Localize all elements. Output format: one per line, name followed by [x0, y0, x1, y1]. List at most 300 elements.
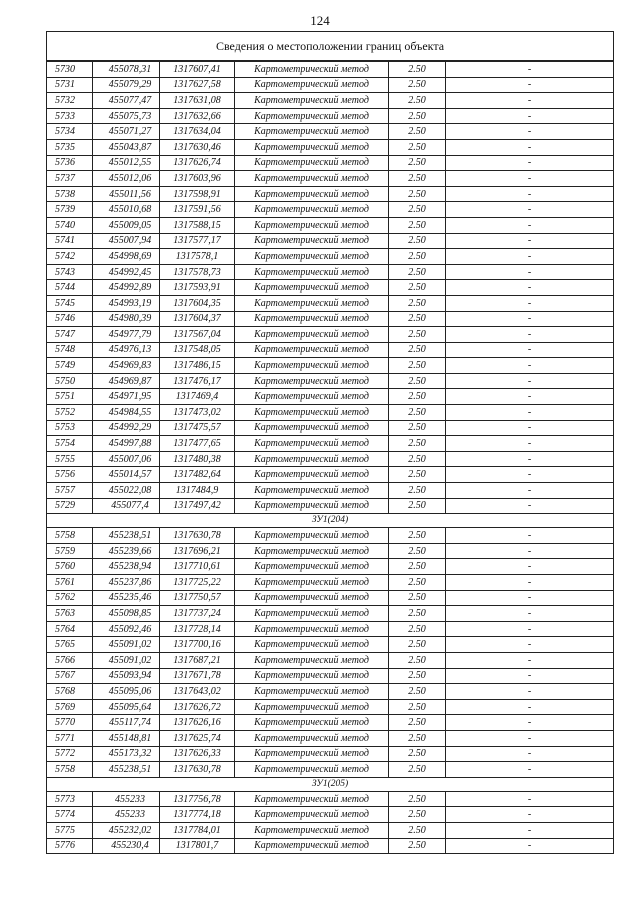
description-cell: -: [446, 295, 614, 311]
description-cell: -: [446, 202, 614, 218]
section-header-row: [47, 777, 614, 791]
method-cell: Картометрический метод: [235, 807, 389, 823]
point-number-cell: 5731: [47, 77, 93, 93]
description-cell: -: [446, 575, 614, 591]
description-cell: -: [446, 249, 614, 265]
x-coordinate-cell: 455091,02: [93, 637, 160, 653]
method-cell: Картометрический метод: [235, 171, 389, 187]
description-cell: -: [446, 61, 614, 77]
accuracy-cell: 2.50: [389, 637, 446, 653]
point-number-cell: 5765: [47, 637, 93, 653]
description-cell: -: [446, 358, 614, 374]
point-number-cell: 5750: [47, 373, 93, 389]
method-cell: Картометрический метод: [235, 233, 389, 249]
point-number-cell: 5760: [47, 559, 93, 575]
y-coordinate-cell: 1317801,7: [160, 838, 235, 854]
x-coordinate-cell: 455232,02: [93, 822, 160, 838]
table-row: [47, 139, 614, 155]
description-cell: -: [446, 822, 614, 838]
table-row: [47, 217, 614, 233]
description-cell: -: [446, 621, 614, 637]
x-coordinate-cell: 455237,86: [93, 575, 160, 591]
method-cell: Картометрический метод: [235, 746, 389, 762]
table-row: [47, 264, 614, 280]
method-cell: Картометрический метод: [235, 791, 389, 807]
description-cell: -: [446, 451, 614, 467]
description-cell: -: [446, 93, 614, 109]
x-coordinate-cell: 455092,46: [93, 621, 160, 637]
x-coordinate-cell: 454998,69: [93, 249, 160, 265]
point-number-cell: 5775: [47, 822, 93, 838]
table-row: [47, 77, 614, 93]
method-cell: Картометрический метод: [235, 606, 389, 622]
x-coordinate-cell: 455007,94: [93, 233, 160, 249]
table-row: [47, 606, 614, 622]
accuracy-cell: 2.50: [389, 621, 446, 637]
description-cell: -: [446, 436, 614, 452]
accuracy-cell: 2.50: [389, 124, 446, 140]
method-cell: Картометрический метод: [235, 668, 389, 684]
y-coordinate-cell: 1317475,57: [160, 420, 235, 436]
accuracy-cell: 2.50: [389, 838, 446, 854]
method-cell: Картометрический метод: [235, 762, 389, 778]
y-coordinate-cell: 1317603,96: [160, 171, 235, 187]
table-row: [47, 93, 614, 109]
method-cell: Картометрический метод: [235, 124, 389, 140]
x-coordinate-cell: 455095,06: [93, 684, 160, 700]
table-row: [47, 730, 614, 746]
method-cell: Картометрический метод: [235, 652, 389, 668]
x-coordinate-cell: 455011,56: [93, 186, 160, 202]
accuracy-cell: 2.50: [389, 420, 446, 436]
table-row: [47, 668, 614, 684]
x-coordinate-cell: 454977,79: [93, 327, 160, 343]
table-row: [47, 451, 614, 467]
method-cell: Картометрический метод: [235, 186, 389, 202]
y-coordinate-cell: 1317671,78: [160, 668, 235, 684]
point-number-cell: 5758: [47, 762, 93, 778]
method-cell: Картометрический метод: [235, 327, 389, 343]
description-cell: -: [446, 373, 614, 389]
y-coordinate-cell: 1317626,16: [160, 715, 235, 731]
y-coordinate-cell: 1317480,38: [160, 451, 235, 467]
accuracy-cell: 2.50: [389, 528, 446, 544]
x-coordinate-cell: 454992,89: [93, 280, 160, 296]
method-cell: Картометрический метод: [235, 420, 389, 436]
point-number-cell: 5732: [47, 93, 93, 109]
method-cell: Картометрический метод: [235, 451, 389, 467]
accuracy-cell: 2.50: [389, 202, 446, 218]
x-coordinate-cell: 454984,55: [93, 405, 160, 421]
y-coordinate-cell: 1317634,04: [160, 124, 235, 140]
table-row: [47, 280, 614, 296]
accuracy-cell: 2.50: [389, 498, 446, 514]
y-coordinate-cell: 1317627,58: [160, 77, 235, 93]
point-number-cell: 5766: [47, 652, 93, 668]
accuracy-cell: 2.50: [389, 684, 446, 700]
point-number-cell: 5752: [47, 405, 93, 421]
description-cell: -: [446, 483, 614, 499]
y-coordinate-cell: 1317756,78: [160, 791, 235, 807]
method-cell: Картометрический метод: [235, 389, 389, 405]
x-coordinate-cell: 454992,29: [93, 420, 160, 436]
x-coordinate-cell: 455233: [93, 807, 160, 823]
y-coordinate-cell: 1317700,16: [160, 637, 235, 653]
x-coordinate-cell: 454992,45: [93, 264, 160, 280]
point-number-cell: 5739: [47, 202, 93, 218]
x-coordinate-cell: 455043,87: [93, 139, 160, 155]
y-coordinate-cell: 1317477,65: [160, 436, 235, 452]
x-coordinate-cell: 455238,94: [93, 559, 160, 575]
method-cell: Картометрический метод: [235, 715, 389, 731]
y-coordinate-cell: 1317737,24: [160, 606, 235, 622]
point-number-cell: 5735: [47, 139, 93, 155]
accuracy-cell: 2.50: [389, 652, 446, 668]
accuracy-cell: 2.50: [389, 467, 446, 483]
method-cell: Картометрический метод: [235, 621, 389, 637]
x-coordinate-cell: 455007,06: [93, 451, 160, 467]
accuracy-cell: 2.50: [389, 264, 446, 280]
point-number-cell: 5729: [47, 498, 93, 514]
method-cell: Картометрический метод: [235, 139, 389, 155]
table-row: [47, 543, 614, 559]
accuracy-cell: 2.50: [389, 217, 446, 233]
table-row: [47, 838, 614, 854]
point-number-cell: 5757: [47, 483, 93, 499]
point-number-cell: 5768: [47, 684, 93, 700]
y-coordinate-cell: 1317728,14: [160, 621, 235, 637]
table-row: [47, 762, 614, 778]
table-row: [47, 436, 614, 452]
description-cell: -: [446, 171, 614, 187]
point-number-cell: 5734: [47, 124, 93, 140]
y-coordinate-cell: 1317632,66: [160, 108, 235, 124]
method-cell: Картометрический метод: [235, 559, 389, 575]
accuracy-cell: 2.50: [389, 311, 446, 327]
point-number-cell: 5738: [47, 186, 93, 202]
table-row: [47, 249, 614, 265]
table-row: [47, 186, 614, 202]
y-coordinate-cell: 1317630,78: [160, 762, 235, 778]
point-number-cell: 5751: [47, 389, 93, 405]
y-coordinate-cell: 1317607,41: [160, 61, 235, 77]
description-cell: -: [446, 838, 614, 854]
accuracy-cell: 2.50: [389, 249, 446, 265]
x-coordinate-cell: 455078,31: [93, 61, 160, 77]
y-coordinate-cell: 1317626,74: [160, 155, 235, 171]
method-cell: Картометрический метод: [235, 467, 389, 483]
description-cell: -: [446, 668, 614, 684]
method-cell: Картометрический метод: [235, 575, 389, 591]
y-coordinate-cell: 1317604,35: [160, 295, 235, 311]
description-cell: -: [446, 342, 614, 358]
x-coordinate-cell: 454976,13: [93, 342, 160, 358]
accuracy-cell: 2.50: [389, 575, 446, 591]
point-number-cell: 5755: [47, 451, 93, 467]
point-number-cell: 5745: [47, 295, 93, 311]
accuracy-cell: 2.50: [389, 405, 446, 421]
page-number: 124: [310, 13, 330, 28]
point-number-cell: 5730: [47, 61, 93, 77]
accuracy-cell: 2.50: [389, 762, 446, 778]
y-coordinate-cell: 1317774,18: [160, 807, 235, 823]
x-coordinate-cell: 455091,02: [93, 652, 160, 668]
method-cell: Картометрический метод: [235, 498, 389, 514]
table-row: [47, 652, 614, 668]
x-coordinate-cell: 455014,57: [93, 467, 160, 483]
table-row: [47, 637, 614, 653]
x-coordinate-cell: 455239,66: [93, 543, 160, 559]
point-number-cell: 5758: [47, 528, 93, 544]
table-row: [47, 311, 614, 327]
point-number-cell: 5741: [47, 233, 93, 249]
method-cell: Картометрический метод: [235, 373, 389, 389]
accuracy-cell: 2.50: [389, 280, 446, 296]
description-cell: -: [446, 217, 614, 233]
x-coordinate-cell: 455071,27: [93, 124, 160, 140]
accuracy-cell: 2.50: [389, 93, 446, 109]
point-number-cell: 5762: [47, 590, 93, 606]
y-coordinate-cell: 1317643,02: [160, 684, 235, 700]
accuracy-cell: 2.50: [389, 61, 446, 77]
description-cell: -: [446, 762, 614, 778]
point-number-cell: 5747: [47, 327, 93, 343]
y-coordinate-cell: 1317784,01: [160, 822, 235, 838]
description-cell: -: [446, 791, 614, 807]
point-number-cell: 5759: [47, 543, 93, 559]
point-number-cell: 5771: [47, 730, 93, 746]
method-cell: Картометрический метод: [235, 483, 389, 499]
x-coordinate-cell: 455093,94: [93, 668, 160, 684]
y-coordinate-cell: 1317588,15: [160, 217, 235, 233]
description-cell: -: [446, 590, 614, 606]
x-coordinate-cell: 455238,51: [93, 528, 160, 544]
accuracy-cell: 2.50: [389, 590, 446, 606]
accuracy-cell: 2.50: [389, 543, 446, 559]
accuracy-cell: 2.50: [389, 746, 446, 762]
x-coordinate-cell: 455079,29: [93, 77, 160, 93]
table-row: [47, 684, 614, 700]
description-cell: -: [446, 327, 614, 343]
table-title-row: [47, 32, 614, 62]
description-cell: -: [446, 467, 614, 483]
accuracy-cell: 2.50: [389, 186, 446, 202]
x-coordinate-cell: 455148,81: [93, 730, 160, 746]
point-number-cell: 5736: [47, 155, 93, 171]
point-number-cell: 5763: [47, 606, 93, 622]
method-cell: Картометрический метод: [235, 822, 389, 838]
x-coordinate-cell: 455173,32: [93, 746, 160, 762]
method-cell: Картометрический метод: [235, 699, 389, 715]
x-coordinate-cell: 455230,4: [93, 838, 160, 854]
table-row: [47, 699, 614, 715]
x-coordinate-cell: 455010,68: [93, 202, 160, 218]
x-coordinate-cell: 455077,4: [93, 498, 160, 514]
point-number-cell: 5769: [47, 699, 93, 715]
table-row: [47, 498, 614, 514]
accuracy-cell: 2.50: [389, 730, 446, 746]
table-row: [47, 405, 614, 421]
accuracy-cell: 2.50: [389, 358, 446, 374]
table-row: [47, 420, 614, 436]
table-row: [47, 791, 614, 807]
y-coordinate-cell: 1317625,74: [160, 730, 235, 746]
point-number-cell: 5754: [47, 436, 93, 452]
description-cell: -: [446, 108, 614, 124]
description-cell: -: [446, 280, 614, 296]
table-row: [47, 295, 614, 311]
description-cell: -: [446, 699, 614, 715]
point-number-cell: 5753: [47, 420, 93, 436]
table-row: [47, 575, 614, 591]
accuracy-cell: 2.50: [389, 791, 446, 807]
description-cell: -: [446, 498, 614, 514]
accuracy-cell: 2.50: [389, 139, 446, 155]
point-number-cell: 5776: [47, 838, 93, 854]
table-row: [47, 389, 614, 405]
description-cell: -: [446, 746, 614, 762]
x-coordinate-cell: 454969,83: [93, 358, 160, 374]
accuracy-cell: 2.50: [389, 155, 446, 171]
accuracy-cell: 2.50: [389, 108, 446, 124]
description-cell: -: [446, 311, 614, 327]
y-coordinate-cell: 1317497,42: [160, 498, 235, 514]
description-cell: -: [446, 124, 614, 140]
method-cell: Картометрический метод: [235, 93, 389, 109]
table-row: [47, 621, 614, 637]
boundary-table: [46, 31, 614, 854]
point-number-cell: 5744: [47, 280, 93, 296]
table-row: [47, 715, 614, 731]
point-number-cell: 5773: [47, 791, 93, 807]
table-title: Сведения о местоположении границ объекта: [47, 32, 614, 62]
description-cell: -: [446, 420, 614, 436]
table-row: [47, 373, 614, 389]
description-cell: -: [446, 543, 614, 559]
y-coordinate-cell: 1317578,1: [160, 249, 235, 265]
y-coordinate-cell: 1317593,91: [160, 280, 235, 296]
y-coordinate-cell: 1317476,17: [160, 373, 235, 389]
method-cell: Картометрический метод: [235, 684, 389, 700]
method-cell: Картометрический метод: [235, 405, 389, 421]
y-coordinate-cell: 1317484,9: [160, 483, 235, 499]
description-cell: -: [446, 405, 614, 421]
method-cell: Картометрический метод: [235, 590, 389, 606]
table-row: [47, 327, 614, 343]
point-number-cell: 5746: [47, 311, 93, 327]
description-cell: -: [446, 637, 614, 653]
description-cell: -: [446, 264, 614, 280]
accuracy-cell: 2.50: [389, 606, 446, 622]
point-number-cell: 5770: [47, 715, 93, 731]
table-row: [47, 342, 614, 358]
table-row: [47, 483, 614, 499]
section-label: ЗУ1(204): [47, 514, 614, 528]
description-cell: -: [446, 559, 614, 575]
accuracy-cell: 2.50: [389, 699, 446, 715]
y-coordinate-cell: 1317578,73: [160, 264, 235, 280]
point-number-cell: 5764: [47, 621, 93, 637]
x-coordinate-cell: 454971,95: [93, 389, 160, 405]
y-coordinate-cell: 1317626,72: [160, 699, 235, 715]
table-row: [47, 61, 614, 77]
description-cell: -: [446, 606, 614, 622]
description-cell: -: [446, 715, 614, 731]
x-coordinate-cell: 454969,87: [93, 373, 160, 389]
table-row: [47, 108, 614, 124]
point-number-cell: 5740: [47, 217, 93, 233]
description-cell: -: [446, 528, 614, 544]
method-cell: Картометрический метод: [235, 730, 389, 746]
y-coordinate-cell: 1317577,17: [160, 233, 235, 249]
accuracy-cell: 2.50: [389, 389, 446, 405]
point-number-cell: 5749: [47, 358, 93, 374]
point-number-cell: 5733: [47, 108, 93, 124]
point-number-cell: 5737: [47, 171, 93, 187]
accuracy-cell: 2.50: [389, 807, 446, 823]
accuracy-cell: 2.50: [389, 171, 446, 187]
accuracy-cell: 2.50: [389, 559, 446, 575]
method-cell: Картометрический метод: [235, 61, 389, 77]
y-coordinate-cell: 1317750,57: [160, 590, 235, 606]
description-cell: -: [446, 233, 614, 249]
method-cell: Картометрический метод: [235, 202, 389, 218]
accuracy-cell: 2.50: [389, 436, 446, 452]
y-coordinate-cell: 1317548,05: [160, 342, 235, 358]
y-coordinate-cell: 1317469,4: [160, 389, 235, 405]
table-row: [47, 171, 614, 187]
y-coordinate-cell: 1317598,91: [160, 186, 235, 202]
x-coordinate-cell: 455238,51: [93, 762, 160, 778]
table-row: [47, 559, 614, 575]
method-cell: Картометрический метод: [235, 295, 389, 311]
accuracy-cell: 2.50: [389, 668, 446, 684]
description-cell: -: [446, 684, 614, 700]
method-cell: Картометрический метод: [235, 528, 389, 544]
y-coordinate-cell: 1317710,61: [160, 559, 235, 575]
accuracy-cell: 2.50: [389, 822, 446, 838]
table-row: [47, 822, 614, 838]
y-coordinate-cell: 1317626,33: [160, 746, 235, 762]
x-coordinate-cell: 455012,55: [93, 155, 160, 171]
y-coordinate-cell: 1317630,46: [160, 139, 235, 155]
method-cell: Картометрический метод: [235, 155, 389, 171]
description-cell: -: [446, 77, 614, 93]
accuracy-cell: 2.50: [389, 342, 446, 358]
table-row: [47, 467, 614, 483]
x-coordinate-cell: 454980,39: [93, 311, 160, 327]
method-cell: Картометрический метод: [235, 280, 389, 296]
method-cell: Картометрический метод: [235, 838, 389, 854]
table-row: [47, 124, 614, 140]
y-coordinate-cell: 1317725,22: [160, 575, 235, 591]
y-coordinate-cell: 1317567,04: [160, 327, 235, 343]
x-coordinate-cell: 454997,88: [93, 436, 160, 452]
accuracy-cell: 2.50: [389, 77, 446, 93]
method-cell: Картометрический метод: [235, 217, 389, 233]
method-cell: Картометрический метод: [235, 77, 389, 93]
x-coordinate-cell: 455233: [93, 791, 160, 807]
x-coordinate-cell: 455012,06: [93, 171, 160, 187]
table-row: [47, 155, 614, 171]
x-coordinate-cell: 455009,05: [93, 217, 160, 233]
x-coordinate-cell: 455095,64: [93, 699, 160, 715]
description-cell: -: [446, 652, 614, 668]
y-coordinate-cell: 1317687,21: [160, 652, 235, 668]
point-number-cell: 5772: [47, 746, 93, 762]
accuracy-cell: 2.50: [389, 715, 446, 731]
method-cell: Картометрический метод: [235, 342, 389, 358]
